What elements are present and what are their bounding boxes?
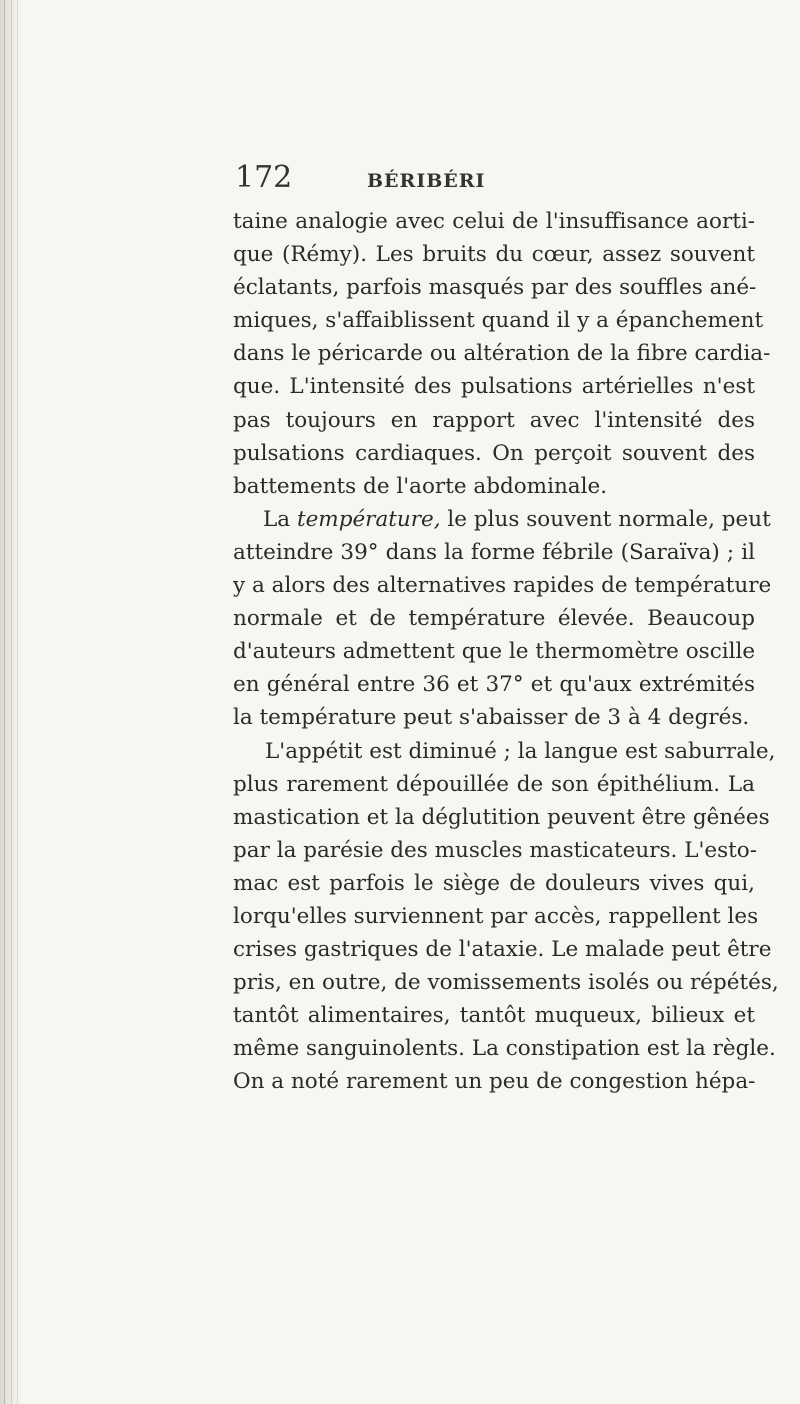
text-line: mastication et la déglutition peuvent être gênées xyxy=(233,804,770,830)
text-line: d'auteurs admettent que le thermomètre oscille xyxy=(233,639,756,665)
text-line: mac est parfois le siège de douleurs vives qui, xyxy=(233,870,755,896)
text-line: atteindre 39° dans la forme fébrile (Saraïva) ; il xyxy=(233,539,755,565)
text-line: que. L'intensité des pulsations artérielles n'est xyxy=(233,374,755,400)
text-segment: le plus souvent normale, peut xyxy=(440,506,771,532)
text-line: même sanguinolents. La constipation est la règle. xyxy=(233,1036,776,1062)
text-line: y a alors des alternatives rapides de température xyxy=(233,573,772,599)
text-line: que (Rémy). Les bruits du cœur, assez souvent xyxy=(233,242,755,268)
text-line: pas toujours en rapport avec l'intensité des xyxy=(233,407,755,433)
italic-term: température, xyxy=(296,506,441,532)
binding-line xyxy=(11,0,12,1404)
text-line: miques, s'affaiblissent quand il y a épanchement xyxy=(233,308,764,334)
text-line: la température peut s'abaisser de 3 à 4 degrés. xyxy=(233,705,750,731)
text-line: normale et de température élevée. Beaucoup xyxy=(233,606,755,632)
text-line: plus rarement dépouillée de son épithélium. La xyxy=(233,771,755,797)
binding-line xyxy=(17,0,18,1404)
text-line: On a noté rarement un peu de congestion hépa- xyxy=(233,1069,756,1095)
text-segment: La xyxy=(263,506,297,532)
text-line: en général entre 36 et 37° et qu'aux extrémités xyxy=(233,672,755,698)
text-line: tantôt alimentaires, tantôt muqueux, bilieux et xyxy=(233,1003,755,1029)
text-line: crises gastriques de l'ataxie. Le malade peut être xyxy=(233,937,772,963)
running-head: BÉRIBÉRI xyxy=(367,170,486,192)
page-header xyxy=(235,160,755,200)
text-line: pris, en outre, de vomissements isolés ou répétés, xyxy=(233,970,779,996)
text-line: pulsations cardiaques. On perçoit souvent des xyxy=(233,440,755,466)
text-line: taine analogie avec celui de l'insuffisance aorti- xyxy=(233,209,755,234)
text-line-paragraph-start xyxy=(233,503,771,536)
text-line-paragraph-start: L'appétit est diminué ; la langue est saburrale, xyxy=(265,738,776,764)
binding-line xyxy=(4,0,5,1404)
body-text xyxy=(233,205,779,1099)
page-number: 172 xyxy=(235,160,293,195)
text-line: par la parésie des muscles masticateurs. L'esto- xyxy=(233,837,757,863)
text-line: dans le péricarde ou altération de la fibre cardia- xyxy=(233,341,771,367)
text-line: lorqu'elles surviennent par accès, rappellent les xyxy=(233,903,759,929)
text-line: éclatants, parfois masqués par des souffles ané- xyxy=(233,275,757,301)
text-line: battements de l'aorte abdominale. xyxy=(233,473,608,499)
